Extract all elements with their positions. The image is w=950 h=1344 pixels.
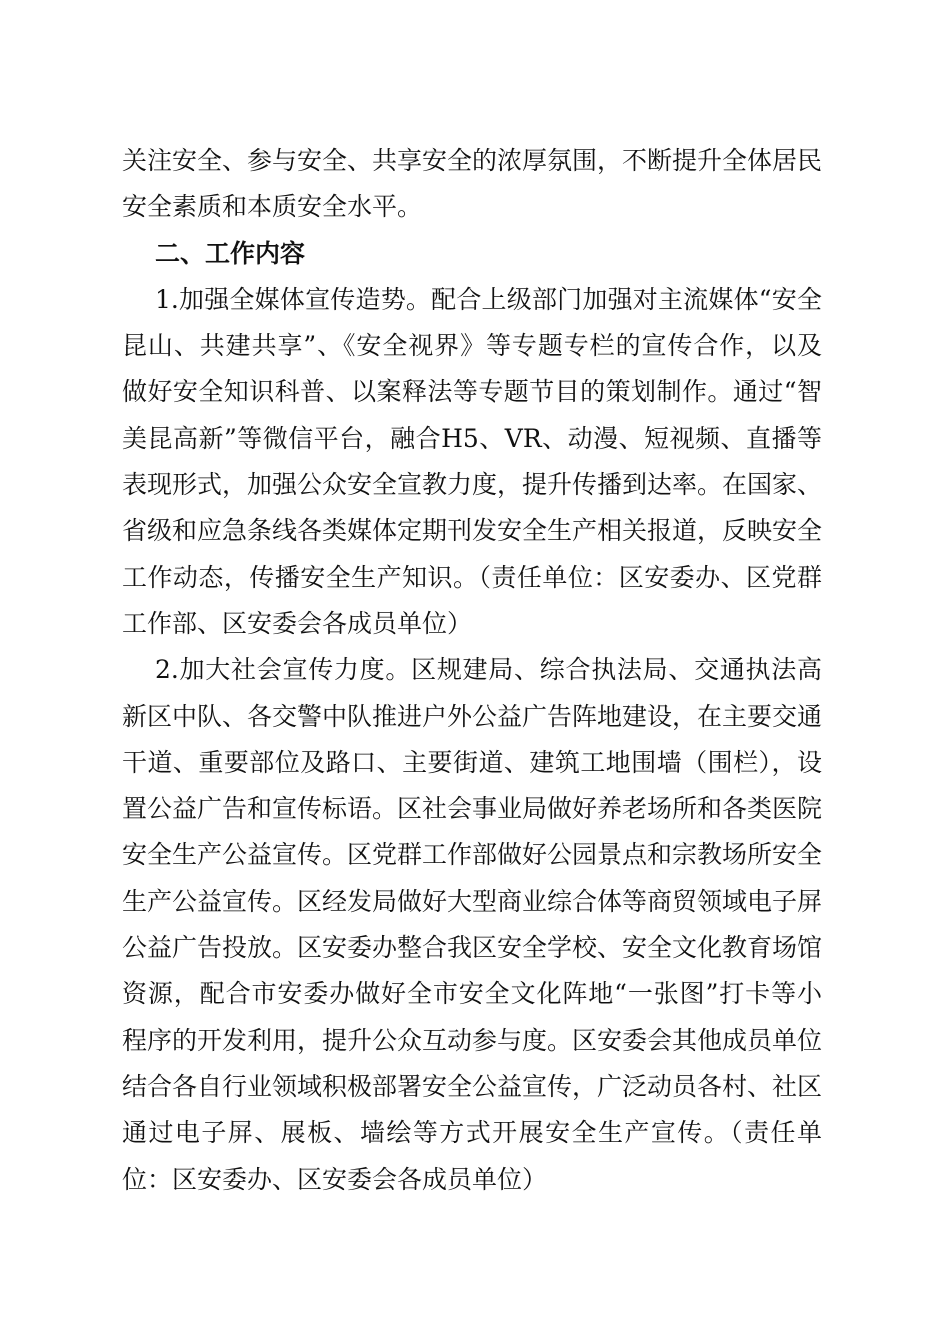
document-page (122, 138, 822, 1203)
intro-paragraph: 关注安全、参与安全、共享安全的浓厚氛围，不断提升全体居民安全素质和本质安全水平。 (122, 146, 823, 222)
work-item-1: 1.加强全媒体宣传造势。配合上级部门加强对主流媒体“安全昆山、共建共享”、《安全视界》等专题专栏的宣传合作，以及做好安全知识科普、以案释法等专题节目的策划制作。通过“智美昆高新”等微信平台，融合H5、VR、动漫、短视频、直播等表现形式，加强公众安全宣教力度，提升传播到达率。在国家、省级和应急条线各类媒体定期刊发安全生产相关报道，反映安全工作动态，传播安全生产知识。（责任单位：区安委办、区党群工作部、区安委会各成员单位） (122, 284, 823, 638)
section-heading: 二、工作内容 (155, 238, 306, 268)
work-item-2: 2.加大社会宣传力度。区规建局、综合执法局、交通执法高新区中队、各交警中队推进户外公益广告阵地建设，在主要交通干道、重要部位及路口、主要街道、建筑工地围墙（围栏），设置公益广告和宣传标语。区社会事业局做好养老场所和各类医院安全生产公益宣传。区党群工作部做好公园景点和宗教场所安全生产公益宣传。区经发局做好大型商业综合体等商贸领域电子屏公益广告投放。区安委办整合我区安全学校、安全文化教育场馆资源，配合市安委办做好全市安全文化阵地“一张图”打卡等小程序的开发利用，提升公众互动参与度。区安委会其他成员单位结合各自行业领域积极部署安全公益宣传，广泛动员各村、社区通过电子屏、展板、墙绘等方式开展安全生产宣传。（责任单位：区安委办、区安委会各成员单位） (122, 655, 823, 1194)
